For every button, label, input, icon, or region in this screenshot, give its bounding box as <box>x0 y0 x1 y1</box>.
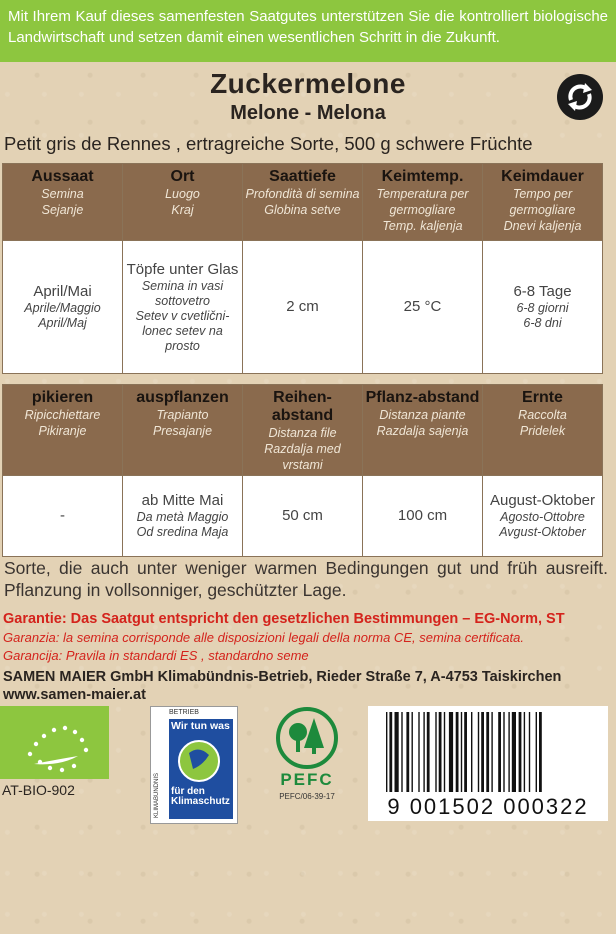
barcode-bar <box>401 712 402 792</box>
header-cell: Ort Luogo Kraj <box>123 164 243 241</box>
klima-side-text: KLIMABÜNDNIS <box>154 772 160 818</box>
barcode-bar <box>464 712 467 792</box>
barcode-bar <box>427 712 430 792</box>
value-cell: - <box>3 476 123 557</box>
barcode-bar <box>503 712 504 792</box>
barcode-bar <box>418 712 419 792</box>
barcode-bars <box>368 706 608 794</box>
barcode-bar <box>389 712 392 792</box>
barcode-bar <box>471 712 472 792</box>
tree-icon <box>272 706 342 770</box>
barcode-bar <box>481 712 484 792</box>
company-address: SAMEN MAIER GmbH Klimabündnis-Betrieb, Rieder Straße 7, A-4753 Taiskirchen <box>3 669 562 685</box>
company-info <box>3 668 561 704</box>
barcode-bar <box>423 712 424 792</box>
barcode-bar <box>461 712 462 792</box>
klima-line1: Wir tun was <box>171 720 230 732</box>
value-cell: April/Mai Aprile/Maggio April/Maj <box>3 241 123 374</box>
barcode-bar <box>524 712 525 792</box>
barcode-bar <box>529 712 530 792</box>
barcode-bar <box>491 712 492 792</box>
klima-badge <box>169 719 233 819</box>
barcode-bar <box>478 712 479 792</box>
value-cell: 100 cm <box>363 476 483 557</box>
pefc-logo <box>272 706 342 806</box>
barcode-number: 9 001502 000322 <box>387 794 589 819</box>
product-title: Zuckermelone <box>210 68 406 99</box>
organic-banner: Mit Ihrem Kauf dieses samenfesten Saatgutes unterstützen Sie die kontrolliert biologische Landwirtschaft und setzen damit einen wesentlichen Schritt in die Zukunft. <box>0 0 616 62</box>
barcode-bar <box>386 712 387 792</box>
barcode-bar <box>406 712 409 792</box>
value-cell: Töpfe unter Glas Semina in vasi sottovetro Setev v cvetlični-lonec setev na prosto <box>123 241 243 374</box>
barcode <box>368 706 608 821</box>
recycle-icon <box>557 74 603 120</box>
header-cell: Ernte Raccolta Pridelek <box>483 385 603 476</box>
header-cell: Aussaat Semina Sejanje <box>3 164 123 241</box>
growing-notes: Sorte, die auch unter weniger warmen Bedingungen gut und früh ausreift. Pflanzung in vollsonniger, geschützter Lage. <box>4 558 608 600</box>
barcode-bar <box>519 712 522 792</box>
header-cell: Pflanz-abstand Distanza piante Razdalja sajenja <box>363 385 483 476</box>
planting-table <box>2 384 603 557</box>
header-cell: Keimdauer Tempo per germogliare Dnevi kaljenja <box>483 164 603 241</box>
header-cell: pikieren Ripicchiettare Pikiranje <box>3 385 123 476</box>
pefc-label: PEFC <box>280 770 334 789</box>
barcode-bar <box>486 712 489 792</box>
value-cell: ab Mitte Mai Da metà Maggio Od sredina Maja <box>123 476 243 557</box>
guarantee-it: Garanzia: la semina corrisponde alle disposizioni legali della norma CE, semina certificata. <box>3 630 524 645</box>
barcode-bar <box>439 712 442 792</box>
value-cell: 2 cm <box>243 241 363 374</box>
barcode-bar <box>508 712 509 792</box>
barcode-bar <box>435 712 436 792</box>
klima-top-text: BETRIEB <box>169 709 199 716</box>
header-cell: Keimtemp. Temperatura per germogliare Temp. kaljenja <box>363 164 483 241</box>
value-cell: 25 °C <box>363 241 483 374</box>
barcode-bar <box>449 712 453 792</box>
header-cell: Saattiefe Profondità di semina Globina setve <box>243 164 363 241</box>
product-subtitle: Melone - Melona <box>230 102 386 124</box>
value-cell: August-Oktober Agosto-Ottobre Avgust-Oktober <box>483 476 603 557</box>
company-website[interactable]: www.samen-maier.at <box>3 687 146 703</box>
value-cell: 6-8 Tage 6-8 giorni 6-8 dni <box>483 241 603 374</box>
pefc-code: PEFC/06-39-17 <box>279 792 335 801</box>
barcode-bar <box>539 712 542 792</box>
barcode-bar <box>412 712 413 792</box>
guarantee-sl: Garancija: Pravila in standardi ES , standardno seme <box>3 648 309 663</box>
guarantee-de: Garantie: Das Saatgut entspricht den gesetzlichen Bestimmungen – EG-Norm, ST <box>3 611 565 627</box>
barcode-bar <box>498 712 501 792</box>
globe-icon <box>169 735 233 785</box>
header-cell: Reihen-abstand Distanza file Razdalja med vrstami <box>243 385 363 476</box>
barcode-bar <box>456 712 459 792</box>
klimabuendnis-logo <box>150 706 238 824</box>
barcode-bar <box>512 712 516 792</box>
klima-line2: für den Klimaschutz <box>171 786 230 807</box>
eu-organic-code: AT-BIO-902 <box>2 782 75 798</box>
barcode-bar <box>395 712 399 792</box>
variety-description: Petit gris de Rennes , ertragreiche Sorte, 500 g schwere Früchte <box>4 133 533 154</box>
value-cell: 50 cm <box>243 476 363 557</box>
eu-organic-logo <box>0 706 109 779</box>
barcode-bar <box>536 712 537 792</box>
sowing-table <box>2 163 603 374</box>
barcode-bar <box>444 712 445 792</box>
header-cell: auspflanzen Trapianto Presajanje <box>123 385 243 476</box>
